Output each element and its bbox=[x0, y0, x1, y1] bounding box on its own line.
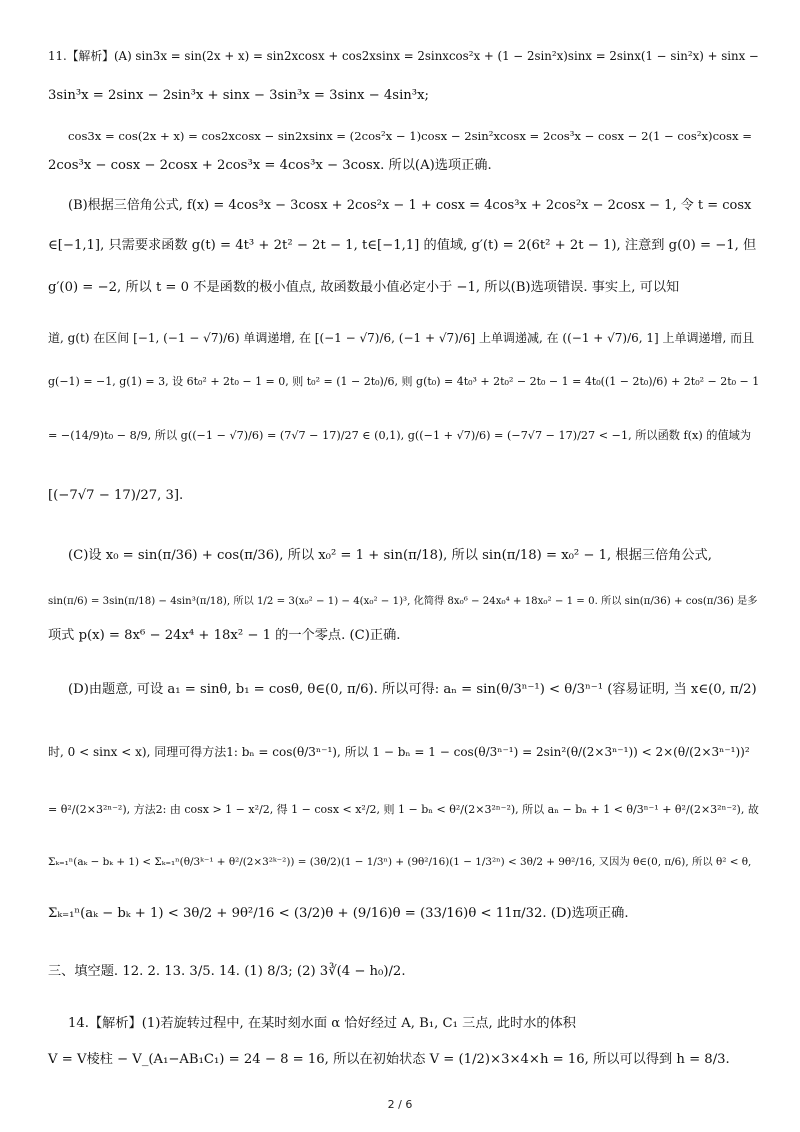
text-line bbox=[48, 156, 492, 176]
text-line-content: 14.【解析】(1)若旋转过程中, 在某时刻水面 α 恰好经过 A, B₁, C₁ 三点, 此时水的体积 bbox=[68, 1016, 576, 1031]
text-line-content: (D)由题意, 可设 a₁ = sinθ, b₁ = cosθ, θ∈(0, π/6). 所以可得: aₙ = sin(θ/3ⁿ⁻¹) < θ/3ⁿ⁻¹ (容易证明, 当 x∈(0, π/2) bbox=[68, 682, 757, 697]
text-line bbox=[68, 680, 757, 700]
text-line-content: Σₖ₌₁ⁿ(aₖ − bₖ + 1) < 3θ/2 + 9θ²/16 < (3/2)θ + (9/16)θ = (33/16)θ < 11π/32. (D)选项正确. bbox=[48, 906, 629, 921]
text-line bbox=[48, 426, 751, 446]
text-line-content: 时, 0 < sinx < x), 同理可得方法1: bₙ = cos(θ/3ⁿ⁻¹), 所以 1 − bₙ = 1 − cos(θ/3ⁿ⁻¹) = 2sin²(θ/(2×3ⁿ⁻¹)) < 2×(θ/(2×3ⁿ⁻¹))² bbox=[48, 745, 750, 759]
text-line bbox=[68, 126, 752, 146]
text-line bbox=[48, 86, 429, 106]
text-line-content: [(−7√7 − 17)/27, 3]. bbox=[48, 488, 184, 503]
text-line-content: g(−1) = −1, g(1) = 3, 设 6t₀² + 2t₀ − 1 = 0, 则 t₀² = (1 − 2t₀)/6, 则 g(t₀) = 4t₀³ + 2t₀² − 2t₀ − 1 = 4t₀((1 − 2t₀)/6) + 2t₀² − 2t₀ − 1 bbox=[48, 375, 760, 388]
text-line bbox=[48, 46, 759, 66]
text-line bbox=[48, 328, 754, 348]
text-line bbox=[68, 196, 751, 216]
text-line-content: g′(0) = −2, 所以 t = 0 不是函数的极小值点, 故函数最小值必定小于 −1, 所以(B)选项错误. 事实上, 可以知 bbox=[48, 280, 680, 295]
text-line-content: 项式 p(x) = 8x⁶ − 24x⁴ + 18x² − 1 的一个零点. (C)正确. bbox=[48, 628, 401, 643]
text-line-content: Σₖ₌₁ⁿ(aₖ − bₖ + 1) < Σₖ₌₁ⁿ(θ/3ᵏ⁻¹ + θ²/(2×3²ᵏ⁻²)) = (3θ/2)(1 − 1/3ⁿ) + (9θ²/16)(1 − 1/3²ⁿ) < 3θ/2 + 9θ²/16, 又因为 θ∈(0, π/6), 所以 θ² < θ, bbox=[48, 856, 752, 868]
text-line-content: 3sin³x = 2sinx − 2sin³x + sinx − 3sin³x = 3sinx − 4sin³x; bbox=[48, 88, 429, 103]
text-line bbox=[48, 372, 759, 392]
text-line bbox=[48, 626, 400, 646]
text-line-content: 道, g(t) 在区间 [−1, (−1 − √7)/6) 单调递增, 在 [(−1 − √7)/6, (−1 + √7)/6] 上单调递减, 在 ((−1 + √7)/6, 1] 上单调递增, 而且 bbox=[48, 331, 755, 345]
text-line-content: cos3x = cos(2x + x) = cos2xcosx − sin2xsinx = (2cos²x − 1)cosx − 2sin²xcosx = 2cos³x − cosx − 2(1 − cos²x)cosx = bbox=[68, 129, 752, 143]
text-line bbox=[48, 852, 751, 872]
text-line-content: 2cos³x − cosx − 2cosx + 2cos³x = 4cos³x − 3cosx. 所以(A)选项正确. bbox=[48, 158, 492, 173]
text-line bbox=[48, 1050, 730, 1070]
page-number: 2 / 6 bbox=[387, 1098, 413, 1111]
text-line-content: 三、填空题. 12. 2. 13. 3/5. 14. (1) 8/3; (2) 3∛(4 − h₀)/2. bbox=[48, 964, 406, 979]
text-line-content: sin(π/6) = 3sin(π/18) − 4sin³(π/18), 所以 1/2 = 3(x₀² − 1) − 4(x₀² − 1)³, 化简得 8x₀⁶ − 24x₀⁴ + 18x₀² − 1 = 0. 所以 sin(π/36) + cos(π/36) 是多 bbox=[48, 596, 758, 607]
text-line bbox=[48, 592, 757, 612]
text-line bbox=[48, 962, 406, 982]
text-line-content: 11.【解析】(A) sin3x = sin(2x + x) = sin2xcosx + cos2xsinx = 2sinxcos²x + (1 − 2sin²x)sinx = 2sinx(1 − sin²x) + sinx − bbox=[48, 49, 759, 63]
text-line-content: (B)根据三倍角公式, f(x) = 4cos³x − 3cosx + 2cos²x − 1 + cosx = 4cos³x + 2cos²x − 2cosx − 1, 令 t = cosx bbox=[68, 198, 752, 213]
text-line bbox=[48, 236, 756, 256]
text-line bbox=[48, 278, 679, 298]
text-line-content: = θ²/(2×3²ⁿ⁻²), 方法2: 由 cosx > 1 − x²/2, 得 1 − cosx < x²/2, 则 1 − bₙ < θ²/(2×3²ⁿ⁻²), 所以 aₙ − bₙ + 1 < θ/3ⁿ⁻¹ + θ²/(2×3²ⁿ⁻²), 故 bbox=[48, 803, 759, 816]
text-line bbox=[68, 1014, 576, 1034]
text-line bbox=[48, 904, 629, 924]
text-line bbox=[48, 486, 183, 506]
text-line bbox=[48, 742, 750, 762]
text-line bbox=[48, 800, 759, 820]
text-line-content: V = V棱柱 − V_(A₁−AB₁C₁) = 24 − 8 = 16, 所以在初始状态 V = (1/2)×3×4×h = 16, 所以可以得到 h = 8/3. bbox=[48, 1052, 730, 1067]
text-line-content: = −(14/9)t₀ − 8/9, 所以 g((−1 − √7)/6) = (7√7 − 17)/27 ∈ (0,1), g((−1 + √7)/6) = (−7√7 − 17)/27 < −1, 所以函数 f(x) 的值域为 bbox=[48, 429, 752, 442]
text-line bbox=[68, 546, 712, 566]
text-line-content: (C)设 x₀ = sin(π/36) + cos(π/36), 所以 x₀² = 1 + sin(π/18), 所以 sin(π/18) = x₀² − 1, 根据三倍角公式, bbox=[68, 548, 712, 563]
text-line-content: ∈[−1,1], 只需要求函数 g(t) = 4t³ + 2t² − 2t − 1, t∈[−1,1] 的值域, g′(t) = 2(6t² + 2t − 1), 注意到 g(0) = −1, 但 bbox=[48, 238, 757, 253]
